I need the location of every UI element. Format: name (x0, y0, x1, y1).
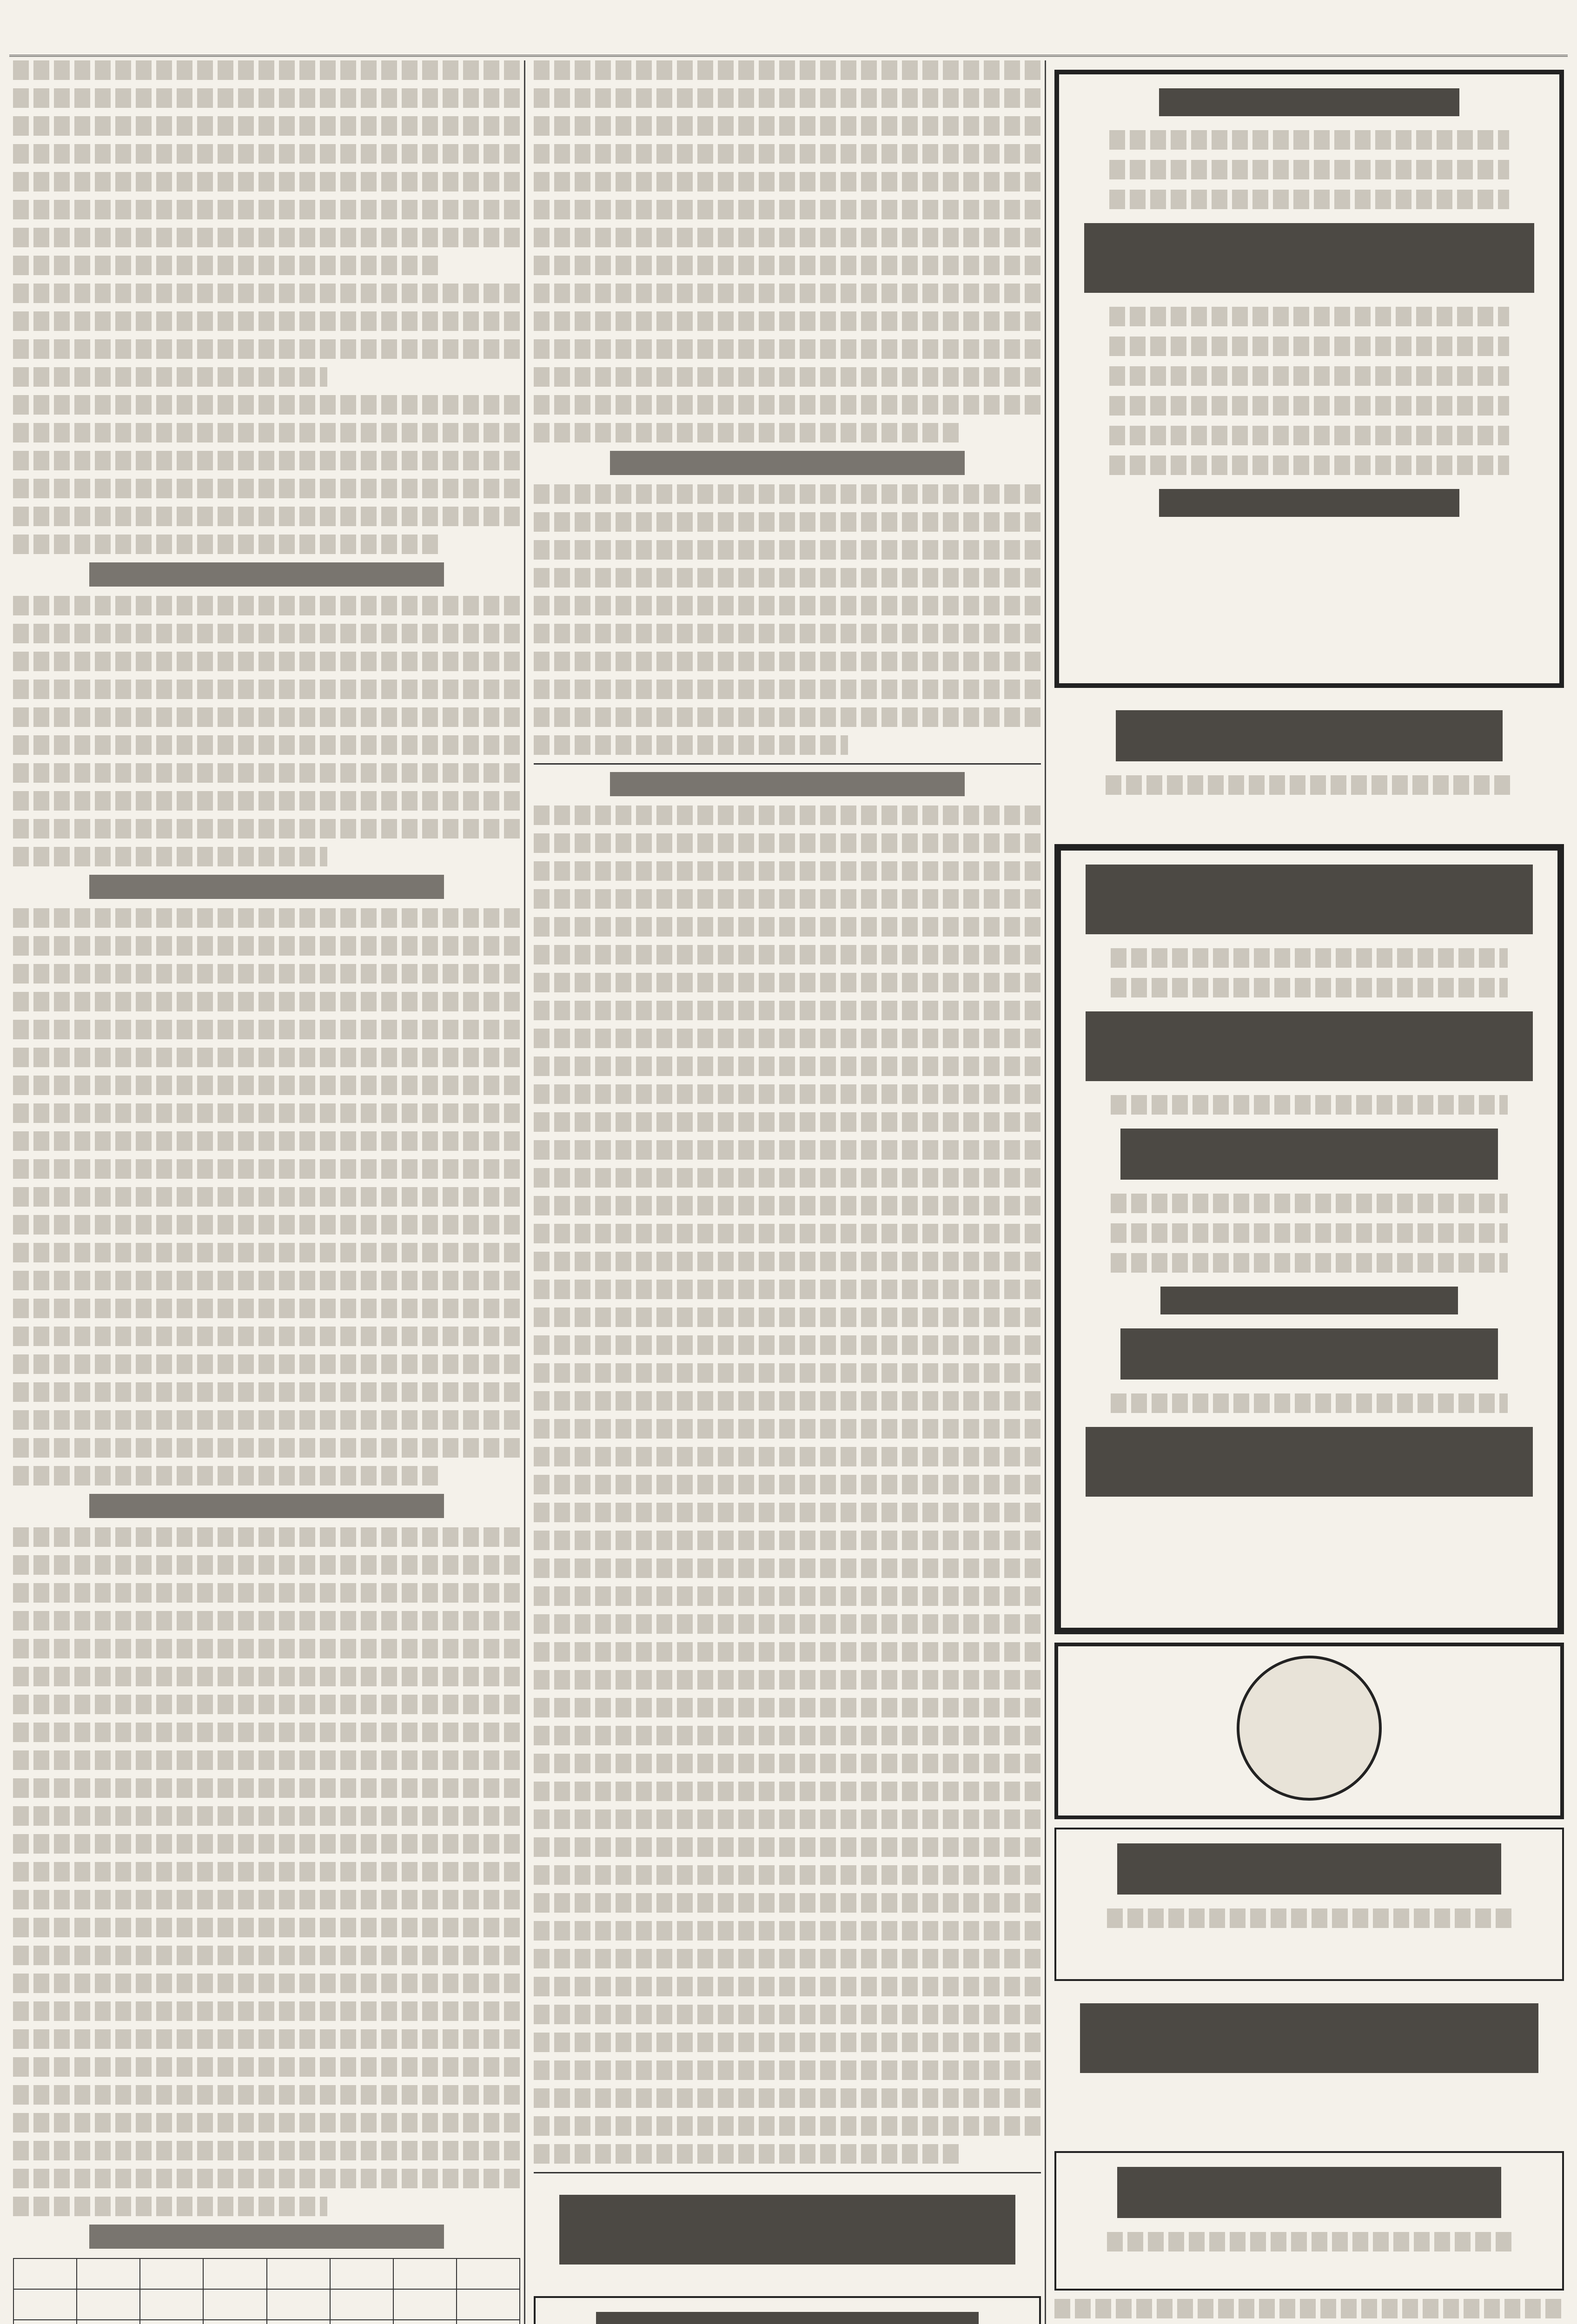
column-right (1051, 60, 1568, 2324)
text-line (13, 2141, 520, 2160)
text-line (13, 2001, 520, 2021)
text-line (1109, 160, 1510, 179)
text-line (13, 1187, 520, 1207)
table-row (13, 2320, 520, 2324)
text-line (13, 964, 520, 984)
text-line (1109, 396, 1510, 416)
text-line (534, 917, 1041, 937)
advertisement (1054, 2151, 1564, 2291)
text-line (13, 1131, 520, 1151)
ad-headline (1086, 1427, 1532, 1497)
text-line (534, 228, 1041, 247)
text-line (1111, 1194, 1508, 1213)
text-line (534, 144, 1041, 164)
text-line (13, 1159, 520, 1179)
text-line (1111, 1095, 1508, 1115)
table-cell (457, 2289, 520, 2320)
section-heading (89, 2225, 444, 2249)
text-line (13, 172, 520, 191)
text-line (534, 680, 1041, 699)
column-middle (530, 60, 1046, 2324)
text-line (1109, 190, 1510, 209)
text-line (13, 1946, 520, 1965)
notice-heading (1159, 88, 1459, 116)
text-line (534, 88, 1041, 108)
text-line (13, 1695, 520, 1714)
text-line (534, 60, 1041, 80)
text-line (534, 2144, 960, 2164)
text-line (13, 1243, 520, 1262)
text-line (534, 735, 848, 755)
table-cell (140, 2289, 203, 2320)
table-cell (267, 2320, 330, 2324)
ad-headline (1120, 1129, 1498, 1180)
text-line (534, 1335, 1041, 1355)
text-line (534, 2088, 1041, 2108)
text-line (13, 256, 439, 275)
text-line (534, 1642, 1041, 1662)
text-line (13, 1862, 520, 1882)
text-line (534, 423, 960, 442)
table-cell (393, 2289, 457, 2320)
text-line (534, 2060, 1041, 2080)
text-line (534, 172, 1041, 191)
text-line (13, 992, 520, 1011)
text-line (13, 200, 520, 219)
table-cell (140, 2258, 203, 2289)
ad-headline (559, 2195, 1016, 2265)
text-line (534, 1726, 1041, 1745)
column-left-text (13, 60, 520, 554)
text-line (13, 2169, 520, 2188)
text-line (534, 1893, 1041, 1913)
text-line (534, 1531, 1041, 1550)
text-line (534, 1614, 1041, 1634)
text-line (534, 1363, 1041, 1383)
text-line (13, 2085, 520, 2105)
text-line (13, 624, 520, 643)
text-line (534, 833, 1041, 853)
text-line (13, 1806, 520, 1826)
text-line (534, 512, 1041, 532)
table-cell (203, 2320, 266, 2324)
text-line (534, 116, 1041, 136)
text-line (534, 339, 1041, 359)
text-line (13, 680, 520, 699)
text-line (534, 2116, 1041, 2136)
column-middle-text (534, 484, 1041, 755)
text-line (534, 1056, 1041, 1076)
text-line (13, 1974, 520, 1993)
text-line (534, 2005, 1041, 2024)
text-line (13, 1048, 520, 1067)
text-line (1109, 366, 1510, 386)
table-cell (203, 2258, 266, 2289)
text-line (13, 1750, 520, 1770)
text-line (534, 1503, 1041, 1522)
text-line (13, 1778, 520, 1798)
text-line (534, 596, 1041, 615)
ad-headline (1120, 1328, 1498, 1380)
text-line (1111, 978, 1508, 997)
advertisement (534, 2296, 1041, 2324)
column-middle-text (534, 60, 1041, 442)
text-line (13, 1103, 520, 1123)
text-line (1054, 2299, 1564, 2318)
text-line (13, 1723, 520, 1742)
text-line (13, 367, 327, 387)
text-line (1111, 1223, 1508, 1243)
text-line (534, 1949, 1041, 1968)
text-line (13, 2113, 520, 2133)
table-cell (77, 2289, 140, 2320)
column-left-text (13, 596, 520, 866)
divider (534, 2172, 1041, 2173)
text-line (13, 1020, 520, 1039)
section-heading (89, 562, 444, 587)
text-line (13, 1667, 520, 1686)
table-cell (13, 2258, 77, 2289)
table-cell (393, 2258, 457, 2289)
text-line (13, 228, 520, 247)
text-line (534, 284, 1041, 303)
text-line (13, 1527, 520, 1547)
ad-headline (1086, 1011, 1532, 1081)
text-line (534, 1084, 1041, 1104)
ad-headline (596, 2312, 979, 2324)
text-line (534, 1224, 1041, 1243)
column-middle-text (534, 805, 1041, 2164)
text-line (13, 1299, 520, 1318)
notice-name (1084, 223, 1534, 293)
text-line (534, 889, 1041, 909)
text-line (13, 88, 520, 108)
brand-seal-icon (1237, 1656, 1382, 1801)
table-row (13, 2289, 520, 2320)
text-line (1109, 307, 1510, 326)
text-line (534, 1754, 1041, 1773)
text-line (534, 568, 1041, 588)
text-line (534, 1029, 1041, 1048)
text-line (534, 652, 1041, 671)
text-line (534, 1140, 1041, 1160)
ad-headline (1160, 1287, 1458, 1314)
text-line (534, 1001, 1041, 1020)
text-line (13, 451, 520, 470)
text-line (13, 284, 520, 303)
text-line (13, 1271, 520, 1290)
text-line (534, 1921, 1041, 1941)
text-line (1107, 2232, 1511, 2251)
notice-closing (1159, 489, 1459, 517)
text-line (13, 936, 520, 956)
text-line (13, 652, 520, 671)
text-line (534, 1782, 1041, 1801)
text-line (534, 861, 1041, 881)
text-line (13, 311, 520, 331)
text-line (534, 540, 1041, 560)
advertisement (1054, 1989, 1564, 2143)
table-cell (330, 2320, 393, 2324)
text-line (534, 1809, 1041, 1829)
advertisement (1054, 1828, 1564, 1981)
text-line (1111, 1253, 1508, 1273)
column-left-text (13, 1527, 520, 2216)
text-line (534, 1586, 1041, 1606)
text-line (534, 1280, 1041, 1299)
text-line (13, 1382, 520, 1402)
column-left (9, 60, 525, 2324)
text-line (534, 1307, 1041, 1327)
table-cell (267, 2289, 330, 2320)
text-line (534, 945, 1041, 964)
table-cell (77, 2258, 140, 2289)
section-heading (610, 772, 965, 796)
text-line (13, 1327, 520, 1346)
text-line (13, 2029, 520, 2049)
table-cell (77, 2320, 140, 2324)
ad-headline (1080, 2003, 1538, 2073)
text-line (534, 256, 1041, 275)
text-line (1111, 1393, 1508, 1413)
text-line (534, 1865, 1041, 1885)
text-line (534, 1391, 1041, 1411)
advertisement (1054, 1643, 1564, 1819)
table-cell (457, 2320, 520, 2324)
text-line (534, 1419, 1041, 1439)
text-line (534, 395, 1041, 415)
text-line (534, 1196, 1041, 1215)
text-line (534, 1252, 1041, 1271)
text-line (534, 1112, 1041, 1132)
text-line (13, 1583, 520, 1603)
text-line (534, 367, 1041, 387)
text-line (13, 1354, 520, 1374)
section-heading (610, 451, 965, 475)
advertisement (1054, 696, 1564, 836)
text-line (1109, 130, 1510, 150)
ad-headline (1117, 2167, 1502, 2218)
table-cell (13, 2320, 77, 2324)
text-line (534, 1837, 1041, 1857)
text-line (13, 596, 520, 615)
ad-headline (1117, 1843, 1502, 1895)
text-line (13, 819, 520, 838)
text-line (13, 1639, 520, 1658)
advertisement (534, 2181, 1041, 2288)
table-row (13, 2258, 520, 2289)
ad-headline (1086, 865, 1532, 934)
table-cell (267, 2258, 330, 2289)
text-line (13, 1466, 439, 1486)
text-line (1109, 426, 1510, 445)
text-line (13, 535, 439, 554)
text-line (534, 973, 1041, 992)
text-line (534, 1698, 1041, 1717)
advertisement (1054, 844, 1564, 1634)
weather-table (13, 2258, 520, 2324)
text-line (534, 1670, 1041, 1690)
text-line (13, 2057, 520, 2077)
text-line (13, 707, 520, 727)
text-line (1111, 948, 1508, 968)
table-cell (393, 2320, 457, 2324)
text-line (13, 791, 520, 811)
text-line (13, 847, 327, 866)
text-line (534, 1168, 1041, 1188)
text-line (13, 1555, 520, 1575)
text-line (13, 60, 520, 80)
text-line (13, 1611, 520, 1631)
table-cell (330, 2289, 393, 2320)
table-cell (330, 2258, 393, 2289)
text-line (13, 1890, 520, 1909)
table-cell (457, 2258, 520, 2289)
section-heading (89, 875, 444, 899)
text-line (534, 805, 1041, 825)
text-line (13, 395, 520, 415)
death-notice (1054, 70, 1564, 688)
text-line (1107, 1908, 1511, 1928)
text-line (534, 707, 1041, 727)
table-cell (140, 2320, 203, 2324)
ad-headline (1116, 710, 1503, 761)
text-line (13, 1438, 520, 1458)
table-cell (13, 2289, 77, 2320)
text-line (1109, 456, 1510, 475)
text-line (1106, 775, 1513, 795)
text-line (534, 1475, 1041, 1494)
text-line (534, 200, 1041, 219)
text-line (534, 624, 1041, 643)
text-line (13, 339, 520, 359)
text-line (1109, 337, 1510, 356)
text-line (13, 1410, 520, 1430)
section-heading (89, 1494, 444, 1518)
text-line (13, 144, 520, 164)
text-line (13, 1076, 520, 1095)
text-line (13, 763, 520, 783)
text-line (534, 484, 1041, 504)
text-line (13, 2197, 327, 2216)
column-left-text (13, 908, 520, 1486)
text-line (13, 479, 520, 498)
divider (534, 763, 1041, 765)
text-line (13, 1918, 520, 1937)
imprint (1054, 2299, 1564, 2324)
text-line (534, 311, 1041, 331)
text-line (13, 423, 520, 442)
text-line (534, 2033, 1041, 2052)
text-line (13, 1215, 520, 1235)
text-line (13, 1834, 520, 1854)
text-line (13, 735, 520, 755)
text-line (13, 507, 520, 526)
text-line (534, 1447, 1041, 1466)
text-line (13, 908, 520, 928)
text-line (534, 1558, 1041, 1578)
text-line (13, 116, 520, 136)
running-head (9, 4, 1568, 57)
text-line (534, 1977, 1041, 1996)
table-cell (203, 2289, 266, 2320)
